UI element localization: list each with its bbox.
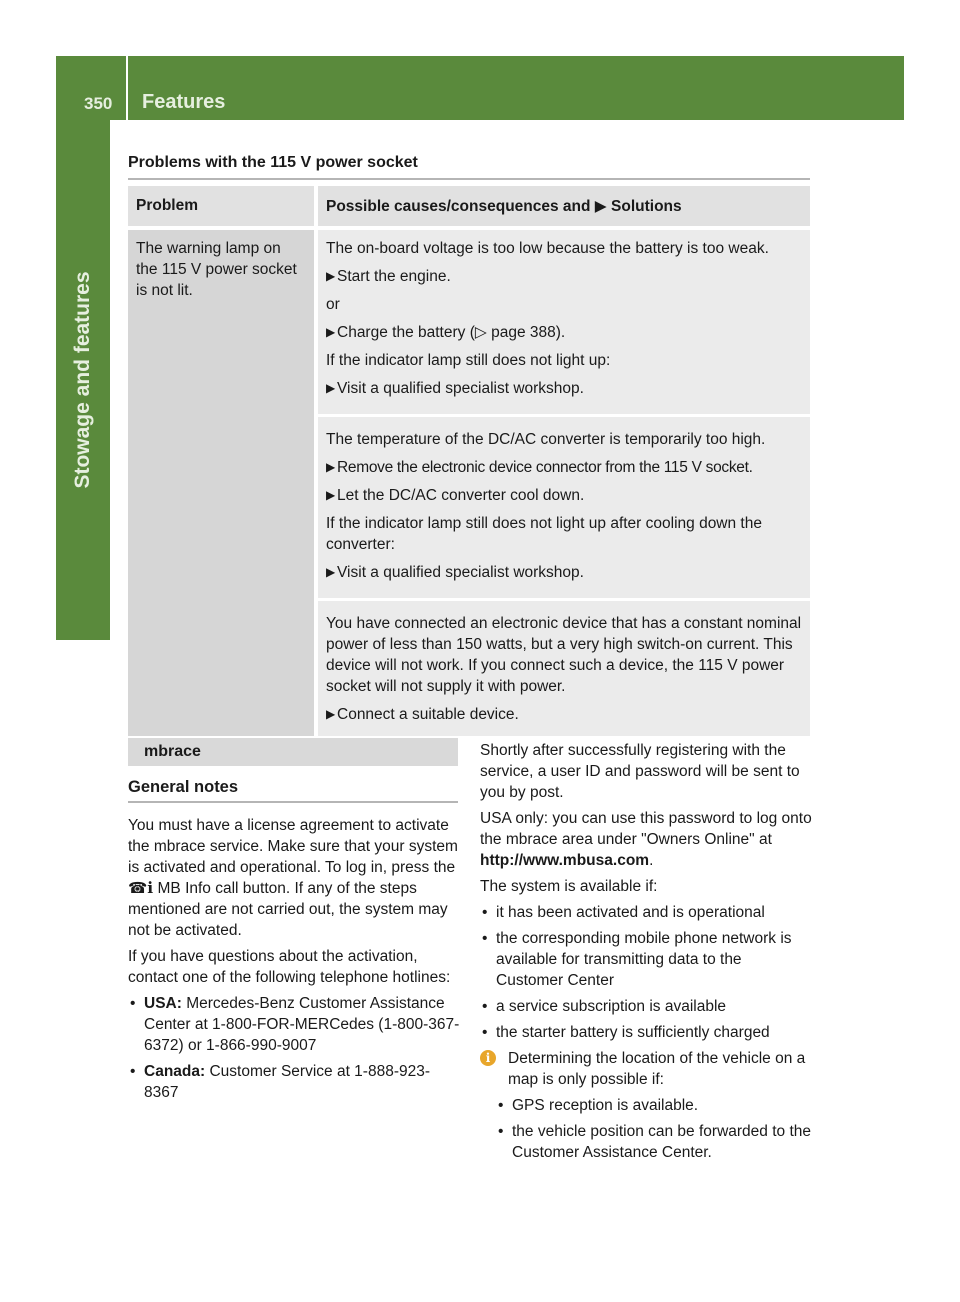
or-text: or bbox=[326, 296, 340, 313]
chapter-header bbox=[128, 56, 904, 120]
arrow-icon: ▶ bbox=[326, 325, 336, 339]
col-solutions bbox=[318, 186, 810, 230]
col-solutions-label: Possible causes/consequences and bbox=[326, 197, 591, 215]
bullet-icon: • bbox=[130, 1063, 136, 1080]
text: . bbox=[649, 852, 654, 869]
info-icon: i bbox=[480, 1050, 496, 1066]
troubleshooting-table bbox=[128, 186, 810, 736]
list-item bbox=[128, 1061, 460, 1103]
paragraph bbox=[128, 815, 460, 941]
arrow-icon: ▶ bbox=[326, 269, 336, 283]
page-number-box bbox=[56, 56, 126, 120]
page-ref-link[interactable]: Charge the battery (▷ page 388). bbox=[337, 324, 566, 341]
list-label: Canada: bbox=[144, 1063, 206, 1080]
cause-text: You have connected an electronic device that has a constant nominal power of less than 150 watts, but a very high switch-on current. This device will not work. If you connect such a device, the 115 V power socket will not supply it with power. bbox=[326, 615, 802, 695]
info-note bbox=[480, 1048, 812, 1090]
info-text: Determining the location of the vehicle on a map is only possible if: bbox=[508, 1050, 806, 1088]
side-tab-label: Stowage and features bbox=[71, 271, 94, 489]
general-notes-title: General notes bbox=[128, 778, 458, 803]
arrow-icon: ▶ bbox=[326, 381, 336, 395]
bullet-icon: • bbox=[482, 930, 488, 947]
list-item bbox=[480, 996, 812, 1017]
cause-text: The temperature of the DC/AC converter is temporarily too high. bbox=[326, 431, 766, 448]
mb-info-call-button-icon: ☎ℹ bbox=[128, 880, 154, 897]
bullet-icon: • bbox=[482, 904, 488, 921]
list-text: the starter battery is sufficiently charged bbox=[496, 1024, 770, 1041]
step-item bbox=[326, 378, 802, 399]
step-item bbox=[326, 322, 802, 343]
list-item bbox=[480, 1121, 812, 1163]
mbrace-heading-text: mbrace bbox=[144, 743, 201, 760]
paragraph: If you have questions about the activation, contact one of the following telephone hotlines: bbox=[128, 948, 451, 986]
step-item bbox=[326, 266, 802, 287]
mbrace-heading bbox=[128, 738, 458, 766]
bullet-icon: • bbox=[482, 1024, 488, 1041]
step-text: Let the DC/AC converter cool down. bbox=[337, 487, 585, 504]
list-text: the vehicle position can be forwarded to the Customer Assistance Center. bbox=[512, 1123, 811, 1161]
step-item bbox=[326, 457, 802, 478]
step-text: Remove the electronic device connector from the 115 V socket. bbox=[337, 459, 753, 476]
step-text: Start the engine. bbox=[337, 268, 451, 285]
step-item bbox=[326, 485, 802, 506]
paragraph bbox=[480, 808, 812, 871]
bullet-icon: • bbox=[130, 995, 136, 1012]
table-row bbox=[128, 230, 810, 414]
side-tab bbox=[56, 120, 110, 640]
list-item bbox=[480, 1095, 812, 1116]
right-column bbox=[480, 740, 812, 1168]
paragraph: Shortly after successfully registering with the service, a user ID and password will be sent to you by post. bbox=[480, 742, 800, 801]
bullet-icon: • bbox=[498, 1123, 504, 1140]
condition-text: If the indicator lamp still does not light up: bbox=[326, 352, 611, 369]
arrow-icon: ▶ bbox=[326, 707, 336, 721]
paragraph: The system is available if: bbox=[480, 878, 658, 895]
arrow-icon: ▶ bbox=[326, 488, 336, 502]
list-item bbox=[128, 993, 460, 1056]
text: MB Info call button. If any of the steps mentioned are not carried out, the system may not be activated. bbox=[128, 880, 448, 939]
list-item bbox=[480, 928, 812, 991]
step-item bbox=[326, 562, 802, 583]
bullet-icon: • bbox=[482, 998, 488, 1015]
list-text: Customer Service at 1-888-923-8367 bbox=[144, 1063, 431, 1101]
arrow-icon: ▶ bbox=[326, 460, 336, 474]
cause-text: The on-board voltage is too low because the battery is too weak. bbox=[326, 240, 769, 257]
list-text: the corresponding mobile phone network is available for transmitting data to the Customer Center bbox=[496, 930, 792, 989]
list-text: Mercedes-Benz Customer Assistance Center at 1-800-FOR-MERCedes (1-800-367-6372) or 1-866-990-9007 bbox=[144, 995, 460, 1054]
list-item bbox=[480, 902, 812, 923]
list-label: USA: bbox=[144, 995, 182, 1012]
text: USA only: you can use this password to log onto the mbrace area under "Owners Online" at bbox=[480, 810, 812, 848]
left-column bbox=[128, 815, 460, 1108]
condition-text: If the indicator lamp still does not light up after cooling down the converter: bbox=[326, 515, 762, 553]
solution-cell-3 bbox=[318, 598, 810, 736]
step-item bbox=[326, 704, 802, 725]
page-number: 350 bbox=[84, 94, 113, 113]
table-header-row bbox=[128, 186, 810, 230]
col-solutions-tail: Solutions bbox=[611, 197, 682, 215]
text: You must have a license agreement to activate the mbrace service. Make sure that your system is activated and operational. To log in, press the bbox=[128, 817, 458, 876]
solution-cell-1 bbox=[318, 230, 810, 414]
step-text: Visit a qualified specialist workshop. bbox=[337, 564, 584, 581]
list-text: GPS reception is available. bbox=[512, 1097, 699, 1114]
problem-cell: The warning lamp on the 115 V power socket is not lit. bbox=[128, 230, 318, 736]
list-text: it has been activated and is operational bbox=[496, 904, 765, 921]
chapter-title: Features bbox=[142, 91, 226, 113]
arrow-icon: ▶ bbox=[594, 197, 607, 215]
website-link[interactable]: http://www.mbusa.com bbox=[480, 852, 650, 869]
col-problem: Problem bbox=[128, 186, 318, 230]
step-text: Visit a qualified specialist workshop. bbox=[337, 380, 584, 397]
list-item bbox=[480, 1022, 812, 1043]
bullet-icon: • bbox=[498, 1097, 504, 1114]
step-text: Connect a suitable device. bbox=[337, 706, 519, 723]
arrow-icon: ▶ bbox=[326, 565, 336, 579]
list-text: a service subscription is available bbox=[496, 998, 727, 1015]
section-title: Problems with the 115 V power socket bbox=[128, 154, 810, 180]
solution-cell-2 bbox=[318, 414, 810, 598]
